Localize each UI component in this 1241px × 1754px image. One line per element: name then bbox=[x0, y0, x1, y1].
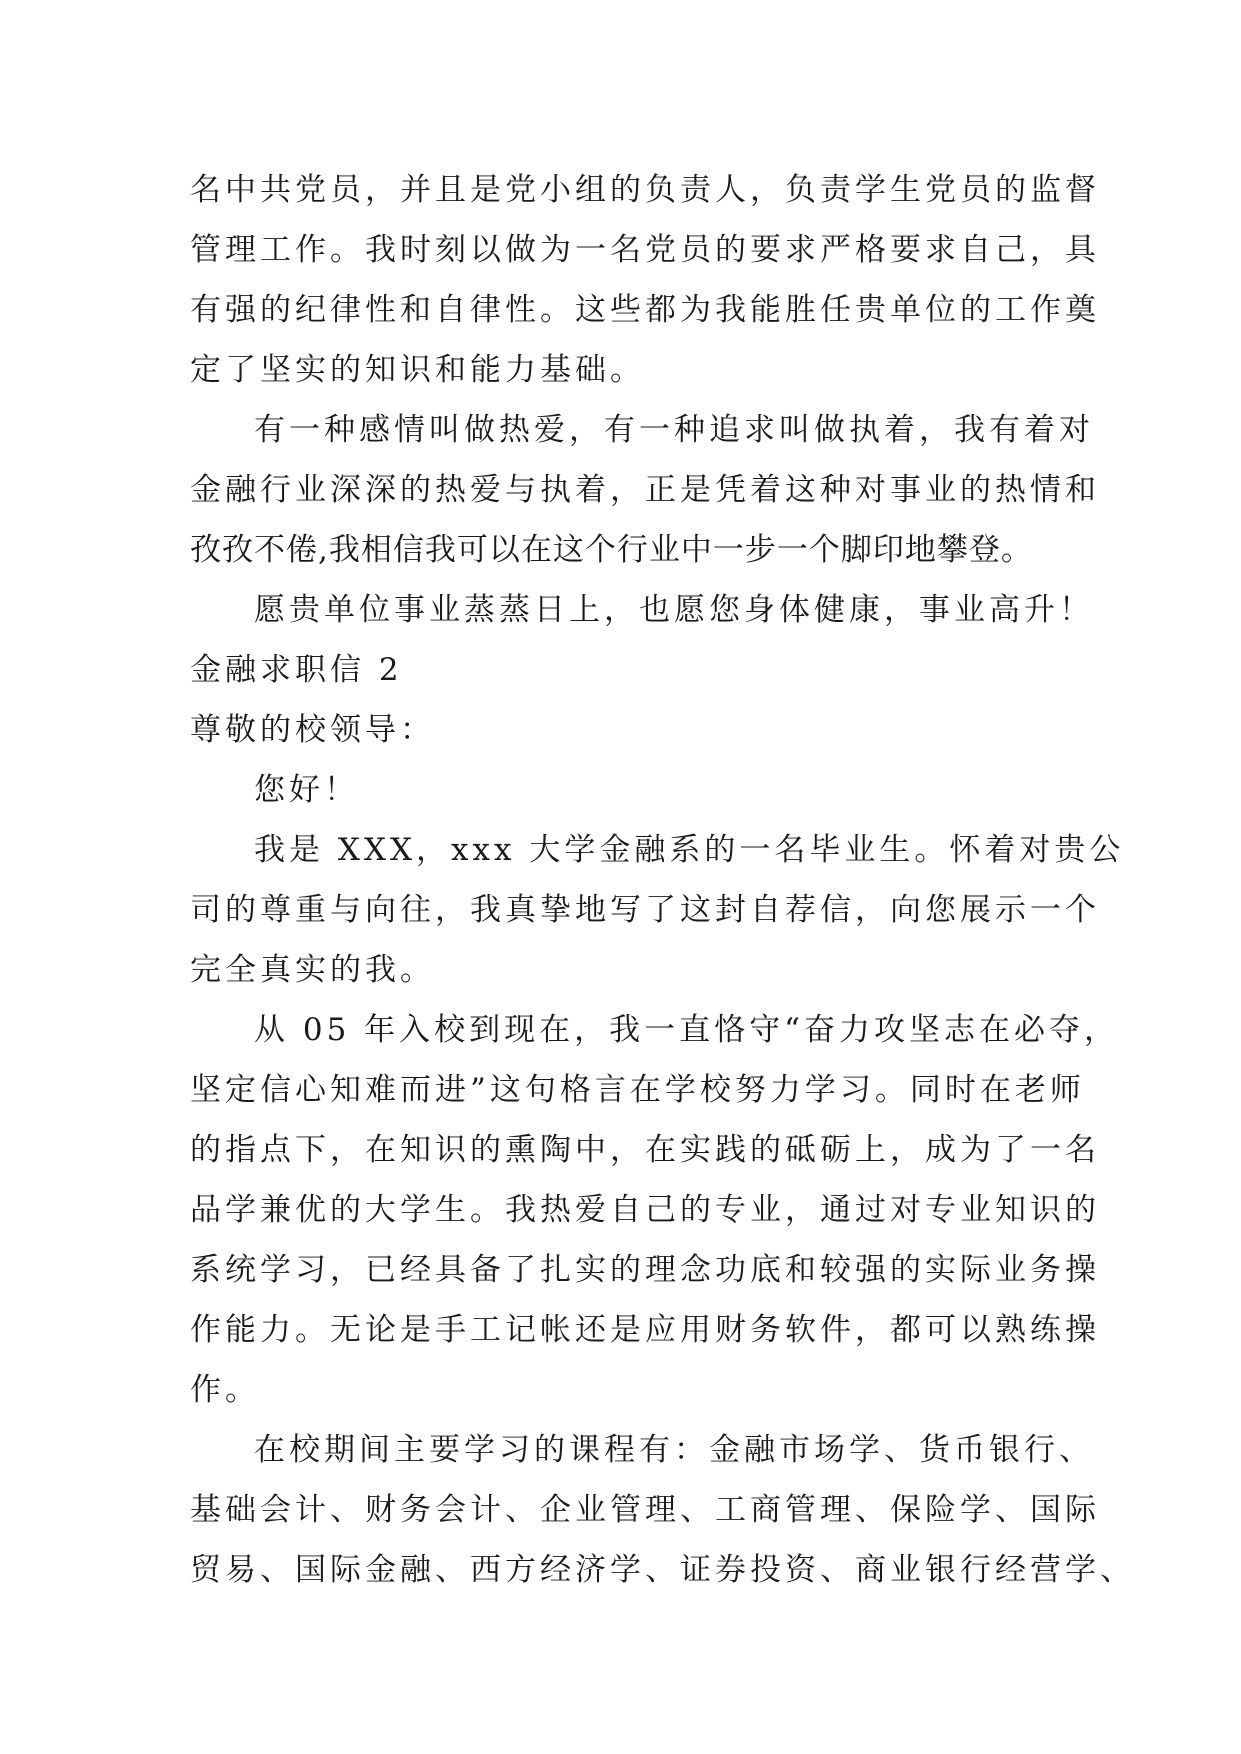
paragraph-line: 孜孜不倦,我相信我可以在这个行业中一步一个脚印地攀登。 bbox=[190, 532, 1033, 568]
paragraph-line: 坚定信心知难而进”这句格言在学校努力学习。同时在老师 bbox=[190, 1072, 1085, 1108]
closing-line: 愿贵单位事业蒸蒸日上，也愿您身体健康，事业高升！ bbox=[254, 592, 1094, 628]
greeting: 您好！ bbox=[254, 772, 359, 808]
paragraph-line: 完全真实的我。 bbox=[190, 952, 435, 988]
paragraph-line: 贸易、国际金融、西方经济学、证券投资、商业银行经营学、 bbox=[190, 1552, 1135, 1588]
paragraph-line: 系统学习，已经具备了扎实的理念功底和较强的实际业务操 bbox=[190, 1252, 1100, 1288]
paragraph-line: 的指点下，在知识的熏陶中，在实践的砥砺上，成为了一名 bbox=[190, 1132, 1100, 1168]
paragraph-line: 有强的纪律性和自律性。这些都为我能胜任贵单位的工作奠 bbox=[190, 292, 1100, 328]
paragraph-line: 作能力。无论是手工记帐还是应用财务软件，都可以熟练操 bbox=[190, 1312, 1100, 1348]
paragraph-line: 基础会计、财务会计、企业管理、工商管理、保险学、国际 bbox=[190, 1492, 1100, 1528]
paragraph-line: 品学兼优的大学生。我热爱自己的专业，通过对专业知识的 bbox=[190, 1192, 1100, 1228]
paragraph-line: 在校期间主要学习的课程有：金融市场学、货币银行、 bbox=[254, 1432, 1094, 1468]
paragraph-line: 名中共党员，并且是党小组的负责人，负责学生党员的监督 bbox=[190, 172, 1100, 208]
paragraph-line: 我是 XXX，xxx 大学金融系的一名毕业生。怀着对贵公 bbox=[254, 832, 1125, 868]
document-body bbox=[190, 160, 1135, 1600]
paragraph-line: 司的尊重与向往，我真挚地写了这封自荐信，向您展示一个 bbox=[190, 892, 1100, 928]
paragraph-line: 从 05 年入校到现在，我一直恪守“奋力攻坚志在必夺， bbox=[254, 1012, 1120, 1048]
letter-title: 金融求职信 2 bbox=[190, 652, 403, 688]
paragraph-line: 定了坚实的知识和能力基础。 bbox=[190, 352, 645, 388]
salutation: 尊敬的校领导： bbox=[190, 712, 435, 748]
paragraph-line: 金融行业深深的热爱与执着，正是凭着这种对事业的热情和 bbox=[190, 472, 1100, 508]
paragraph-line: 管理工作。我时刻以做为一名党员的要求严格要求自己，具 bbox=[190, 232, 1100, 268]
paragraph-line: 有一种感情叫做热爱，有一种追求叫做执着，我有着对 bbox=[254, 412, 1094, 448]
paragraph-line: 作。 bbox=[190, 1372, 260, 1408]
